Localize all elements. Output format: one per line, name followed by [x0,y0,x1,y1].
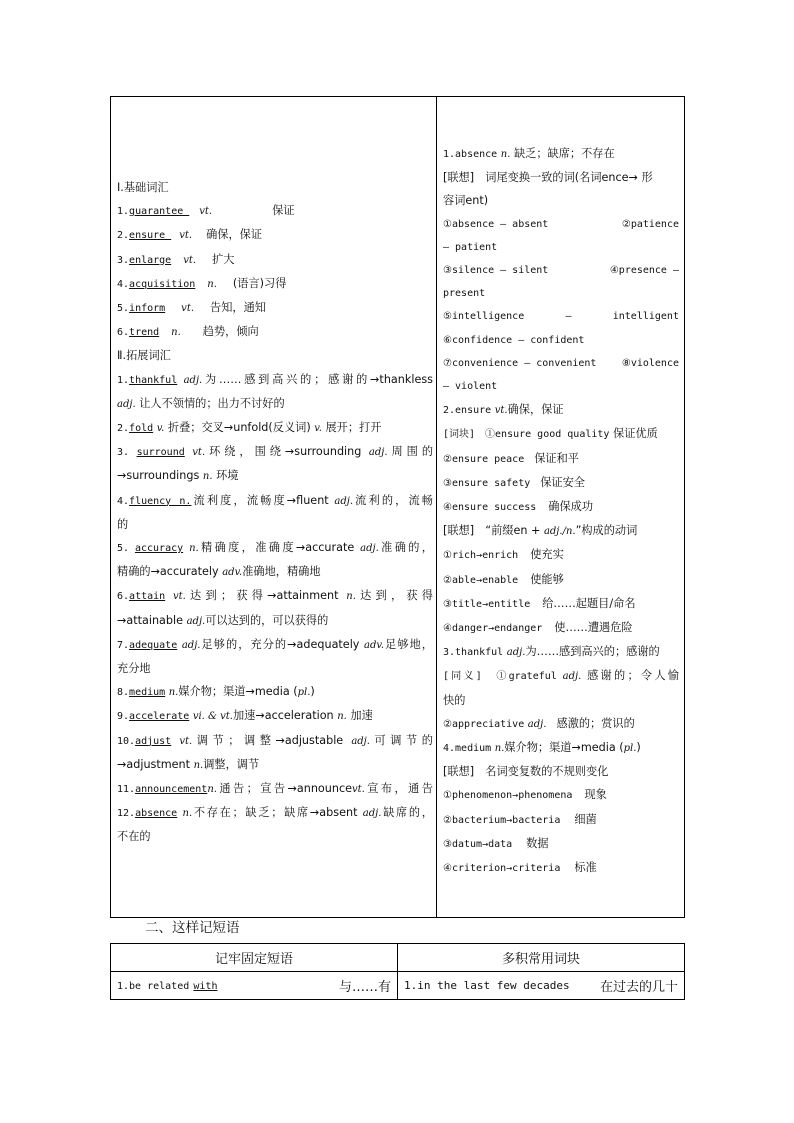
note-line: 容词ent) [443,194,489,208]
left-column [117,176,433,849]
note-ensure: 2.ensure vt.确保，保证 [443,403,564,417]
note-medium: 4.medium n.媒介物；渠道→media (pl.) [443,741,641,755]
basic-word-4: 4.acquisition n. (语言)习得 [117,276,287,290]
expand-1-line1: 1.thankful adj.为……感到高兴的；感谢的→thankless [117,372,433,386]
expand-12-line2: 不在的 [117,830,151,844]
note-line: [同义] ①grateful adj. 感谢的；令人愉 [443,669,679,683]
table-cell-phrase: 1.be related with 与……有 [111,972,398,1000]
note-line: ③ensure safety 保证安全 [443,475,585,489]
expand-5-line2: 精确的→accurately adv.准确地，精确地 [117,565,321,579]
expand-10-line1: 10.adjust vt.调节；调整→adjustable adj.可调节的 [117,733,433,747]
note-line: ③silence — silent ④presence — [443,265,679,277]
note-line: ①absence — absent ②patience [443,218,679,230]
note-line: ②able→enable 使能够 [443,572,564,586]
note-line: ③datum→data 数据 [443,836,549,850]
note-line: ⑤intelligence — intelligent [443,311,679,323]
basic-word-3: 3.enlarge vt. 扩大 [117,252,235,266]
expand-6-line2: →attainable adj.可以达到的，可以获得的 [117,613,329,627]
column-header-word-chunks: 多积常用词块 [398,944,685,972]
note-line: ⑦convenience — convenient ⑧violence [443,357,679,369]
basic-word-5: 5.inform vt. 告知，通知 [117,301,266,315]
note-thankful: 3.thankful adj.为……感到高兴的；感谢的 [443,645,660,659]
note-absence: 1.absence n. 缺乏；缺席；不存在 [443,147,615,160]
section-heading-expand: Ⅱ.拓展词汇 [117,349,171,363]
note-line: ①phenomenon→phenomena 现象 [443,788,607,802]
note-line: ⑥confidence — confident [443,334,585,346]
expand-7-line1: 7.adequate adj.足够的，充分的→adequately adv.足够地， [117,637,433,651]
expand-11: 11.announcementn.通告；宣告→announcevt.宣布，通告 [117,782,433,796]
basic-word-1: 1.guarantee vt. 保证 [117,204,295,218]
note-line: [联想] 词尾变换一致的词(名词ence→ 形 [443,171,653,185]
expand-7-line2: 充分地 [117,662,151,676]
note-line: ③title→entitle 给……起题目/命名 [443,596,636,610]
note-line: ④danger→endanger 使……遭遇危险 [443,621,633,635]
note-line: ④criterion→criteria 标准 [443,861,597,875]
expand-9: 9.accelerate vi. & vt.加速→acceleration n. 加速 [117,709,373,723]
note-line: — patient [443,241,498,253]
note-line: ④ensure success 确保成功 [443,500,594,514]
section-heading-phrases: 二、这样记短语 [145,920,240,936]
column-header-fixed-phrases: 记牢固定短语 [111,944,398,972]
note-line: [联想] 名词变复数的不规则变化 [443,765,609,779]
expand-6-line1: 6.attain vt.达到；获得→attainment n.达到，获得 [117,589,433,603]
phrase-table [110,943,685,1000]
expand-12-line1: 12.absence n.不存在；缺乏；缺席→absent adj.缺席的， [117,806,433,820]
note-line: ①rich→enrich 使充实 [443,548,564,562]
expand-1-line2: adj. 让人不领情的；出力不讨好的 [117,396,285,410]
expand-10-line2: →adjustment n.调整，调节 [117,757,260,771]
note-line: 快的 [443,693,466,707]
expand-3-line1: 3. surround vt.环绕，围绕→surrounding adj.周围的 [117,445,433,459]
note-line: ②bacterium→bacteria 细菌 [443,812,597,826]
expand-4-line1: 4.fluency n.流利度，流畅度→fluent adj.流利的，流畅 [117,493,433,507]
table-cell-chunk: 1.in the last few decades 在过去的几十 [398,972,685,1000]
note-line: [词块] ①ensure good quality 保证优质 [443,427,658,441]
note-line: — violent [443,381,498,393]
expand-2: 2.fold v. 折叠；交叉→unfold(反义词) v. 展开；打开 [117,421,382,435]
expand-3-line2: →surroundings n. 环境 [117,469,239,483]
column-divider [436,97,437,917]
expand-5-line1: 5. accuracy n.精确度，准确度→accurate adj.准确的， [117,541,433,555]
table-header-row [111,944,685,972]
basic-word-2: 2.ensure vt. 确保，保证 [117,228,263,242]
vocabulary-table [110,96,685,918]
note-line: present [443,288,486,300]
note-line: [联想] “前缀en + adj./n.”构成的动词 [443,524,638,538]
expand-4-line2: 的 [117,517,129,531]
basic-word-6: 6.trend n. 趋势，倾向 [117,325,259,339]
section-heading-basic: Ⅰ.基础词汇 [117,181,169,194]
note-line: ②appreciative adj. 感激的；赏识的 [443,716,635,730]
right-column [443,142,679,880]
table-row [111,972,685,1000]
expand-8: 8.medium n.媒介物；渠道→media (pl.) [117,685,315,699]
note-line: ②ensure peace 保证和平 [443,451,579,465]
